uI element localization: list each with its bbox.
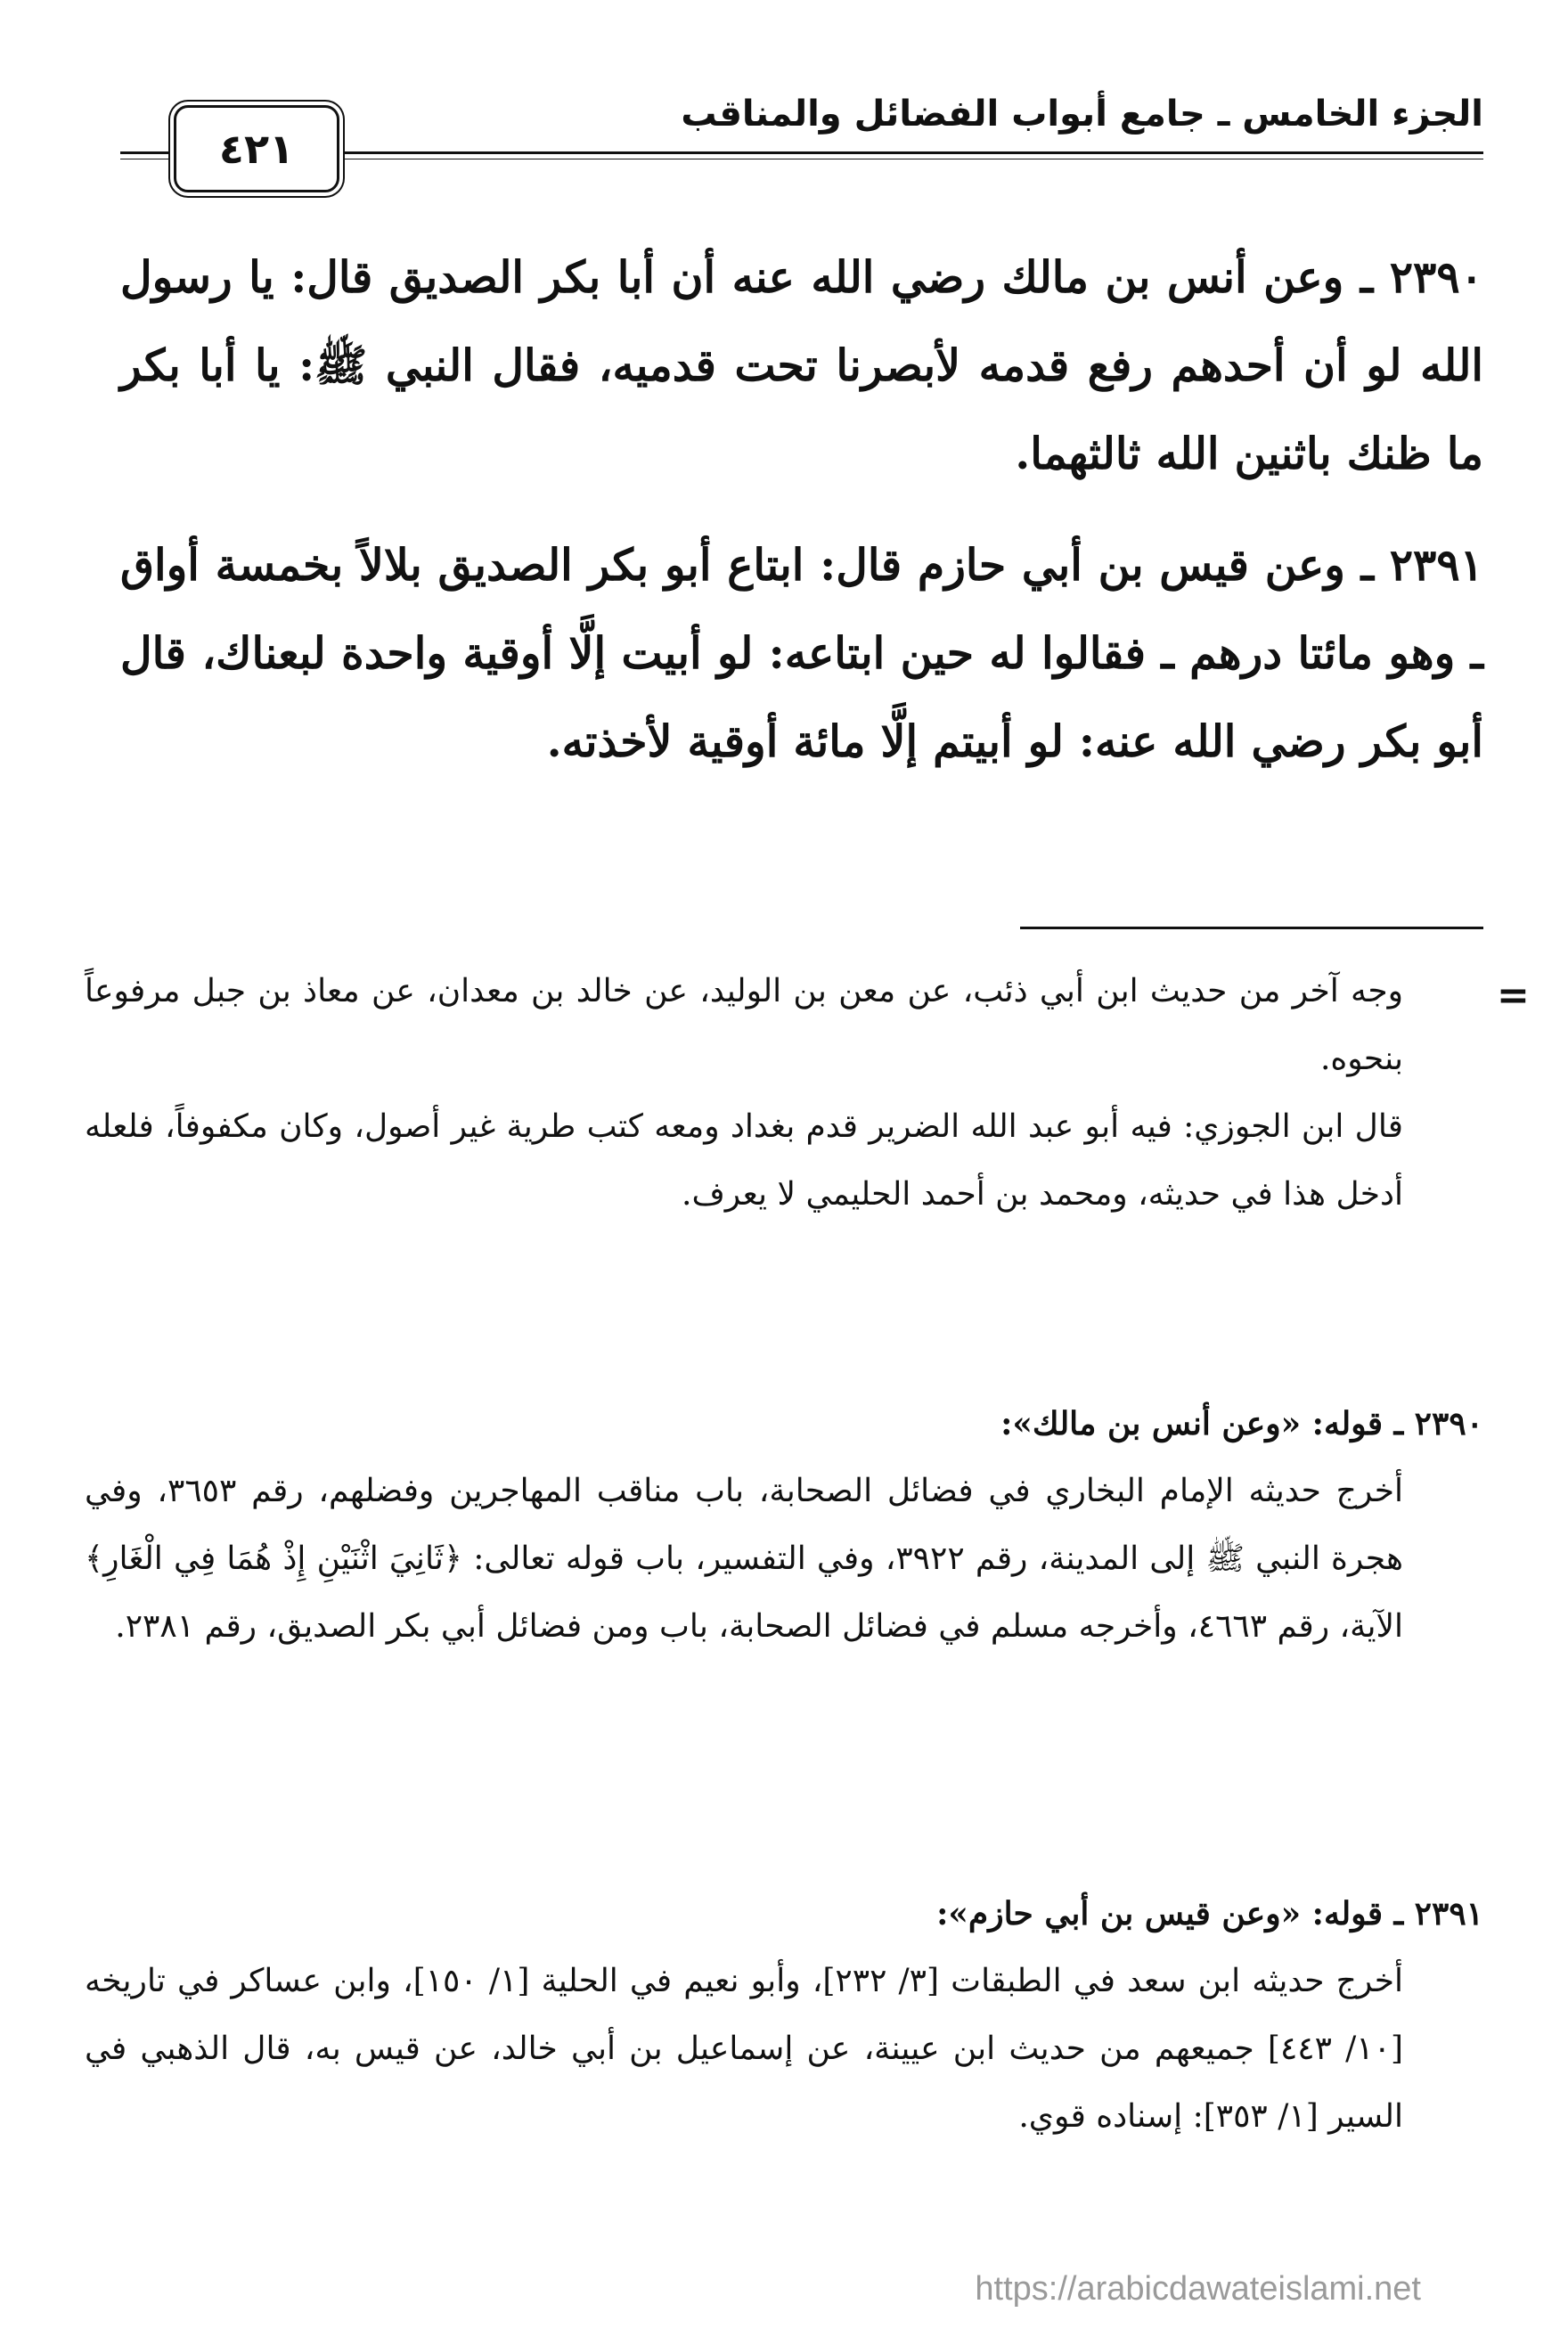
footnote-paragraph: وجه آخر من حديث ابن أبي ذئب، عن معن بن الوليد، عن خالد بن معدان، عن معاذ بن جبل مرفوعاً بنحوه. (85, 973, 1403, 1077)
hadith-2391-text: ٢٣٩١ ـ وعن قيس بن أبي حازم قال: ابتاع أبو بكر الصديق بلالاً بخمسة أواق ـ وهو مائتا درهم ـ فقالوا له حين ابتاعه: لو أبيت إلَّا أوقية واحدة لبعناك، قال أبو بكر رضي الله عنه: لو أبيتم إلَّا مائة أوقية لأخذته. (120, 539, 1483, 767)
continuation-mark: = (1497, 973, 1530, 1018)
hadith-2390-text: ٢٣٩٠ ـ وعن أنس بن مالك رضي الله عنه أن أبا بكر الصديق قال: يا رسول الله لو أن أحدهم رفع قدمه لأبصرنا تحت قدميه، فقال النبي ﷺ: يا أبا بكر ما ظنك باثنين الله ثالثهما. (120, 251, 1483, 479)
footnote-paragraph: قال ابن الجوزي: فيه أبو عبد الله الضرير قدم بغداد ومعه كتب طرية غير أصول، وكان مكفوفاً، فلعله أدخل هذا في حديثه، ومحمد بن أحمد الحليمي لا يعرف. (85, 1108, 1403, 1213)
footnote-paragraph: أخرج حديثه الإمام البخاري في فضائل الصحابة، باب مناقب المهاجرين وفضلهم، رقم ٣٦٥٣، وفي هجرة النبي ﷺ إلى المدينة، رقم ٣٩٢٢، وفي التفسير، باب قوله تعالى: ﴿ثَانِيَ اثْنَيْنِ إِذْ هُمَا فِي الْغَارِ﴾ الآية، رقم ٤٦٦٣، وأخرجه مسلم في فضائل الصحابة، باب ومن فضائل أبي بكر الصديق، رقم ٢٣٨١. (85, 1473, 1404, 1645)
footnote-2391 (85, 1880, 1483, 2151)
page-number: ٤٢١ (174, 105, 339, 192)
footnote-heading: ٢٣٩١ ـ قوله: «وعن قيس بن أبي حازم»: (936, 1895, 1483, 1932)
footnote-paragraph: أخرج حديثه ابن سعد في الطبقات [٣/ ٢٣٢]، وأبو نعيم في الحلية [١/ ١٥٠]، وابن عساكر في تاريخه [١٠/ ٤٤٣] جميعهم من حديث ابن عيينة، عن إسماعيل بن أبي خالد، عن قيس به، قال الذهبي في السير [١/ ٣٥٣]: إسناده قوي. (85, 1963, 1404, 2135)
footnote-2390 (85, 1390, 1483, 1661)
running-header: الجزء الخامس ـ جامع أبواب الفضائل والمناقب (681, 94, 1483, 135)
hadith-2390 (120, 233, 1483, 498)
footnote-continuation (85, 958, 1483, 1229)
footnote-rule (1020, 927, 1483, 929)
watermark-url: https://arabicdawateislami.net (975, 2270, 1421, 2308)
hadith-2391 (120, 521, 1483, 786)
footnote-heading: ٢٣٩٠ ـ قوله: «وعن أنس بن مالك»: (1000, 1405, 1483, 1442)
